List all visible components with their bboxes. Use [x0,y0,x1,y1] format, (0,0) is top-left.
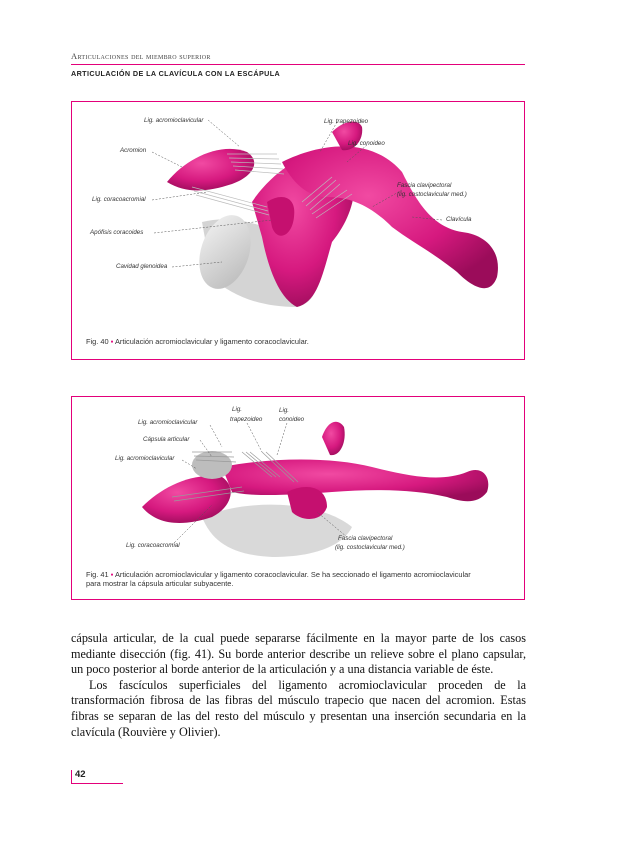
figure-41 [71,396,525,600]
label-cavidad-glenoidea: Cavidad glenoidea [116,263,168,270]
head-rule [71,64,525,65]
section-title: ARTICULACIÓN DE LA CLAVÍCULA CON LA ESCÁPULA [71,69,281,78]
label-acromion: Acromion [120,147,147,154]
label-fascia-clavipectoral: Fascia clavipectoral [397,182,452,189]
label-trapezoideo-41: trapezoideo [230,416,263,423]
label-lig-trapezoideo: Lig. trapezoideo [324,118,369,125]
paragraph-2: Los fascículos superficiales del ligamento acromioclavicular proceden de la transformación fibrosa de las fibras del músculo trapecio que nacen del acromion. Estas fibras se separan de las del resto del músculo y presentan una inserción secundaria en la clavícula (Rouvière y Olivier). [71,677,526,739]
figure-40-caption: Fig. 40 ▪ Articulación acromioclavicular y ligamento coracoclavicular. [86,337,309,346]
page-number-rule-horizontal [71,783,123,784]
figure-41-illustration [72,397,524,599]
figure-40-caption-text: Articulación acromioclavicular y ligamento coracoclavicular. [114,337,309,346]
label-lig-coracoacromial: Lig. coracoacromial [92,196,146,203]
label-clavicula: Clavícula [446,216,472,223]
label-conoideo-41: conoideo [279,416,305,423]
label-lig-acromioclavicular-top: Lig. acromioclavicular [138,419,198,426]
label-lig-acromioclavicular-41: Lig. acromioclavicular [115,455,175,462]
figure-40 [71,101,525,360]
figure-41-caption-line1: Articulación acromioclavicular y ligamento coracoclavicular. Se ha seccionado el ligamento acromioclavicular [114,570,471,579]
page-number: 42 [75,769,86,780]
label-lig-41b: Lig. [279,407,289,414]
figure-40-number: Fig. 40 [86,337,109,346]
label-costoclavicular-41: (lig. costoclavicular med.) [335,544,405,551]
figure-41-caption-line2: para mostrar la cápsula articular subyacente. [86,579,234,588]
label-fascia-41: Fascia clavipectoral [338,535,393,542]
paragraph-1: cápsula articular, de la cual puede separarse fácilmente en la mayor parte de los casos mediante disección (fig. 41). Su borde anterior describe un relieve sobre el plano capsular, un poco posterior al borde anterior de la articulación y a una distancia variable de éste. [71,631,526,677]
label-lig-conoideo: Lig. conoideo [348,140,385,147]
label-apofisis-coracoides: Apófisis coracoides [90,229,144,236]
label-lig-costoclavicular: (lig. costoclavicular med.) [397,191,467,198]
figure-41-caption: Fig. 41 ▪ Articulación acromioclavicular y ligamento coracoclavicular. Se ha seccionado el ligamento acromioclavicular para mostrar la cápsula articular subyacente. [86,570,516,588]
running-head: Articulaciones del miembro superior [71,51,211,61]
label-lig-coracoacromial-41: Lig. coracoacromial [126,542,180,549]
label-lig-acromioclavicular: Lig. acromioclavicular [144,117,204,124]
page-number-rule-vertical [71,770,72,783]
body-text [71,631,526,740]
label-capsula-articular: Cápsula articular [143,436,190,443]
figure-41-number: Fig. 41 [86,570,109,579]
label-lig-41a: Lig. [232,406,242,413]
